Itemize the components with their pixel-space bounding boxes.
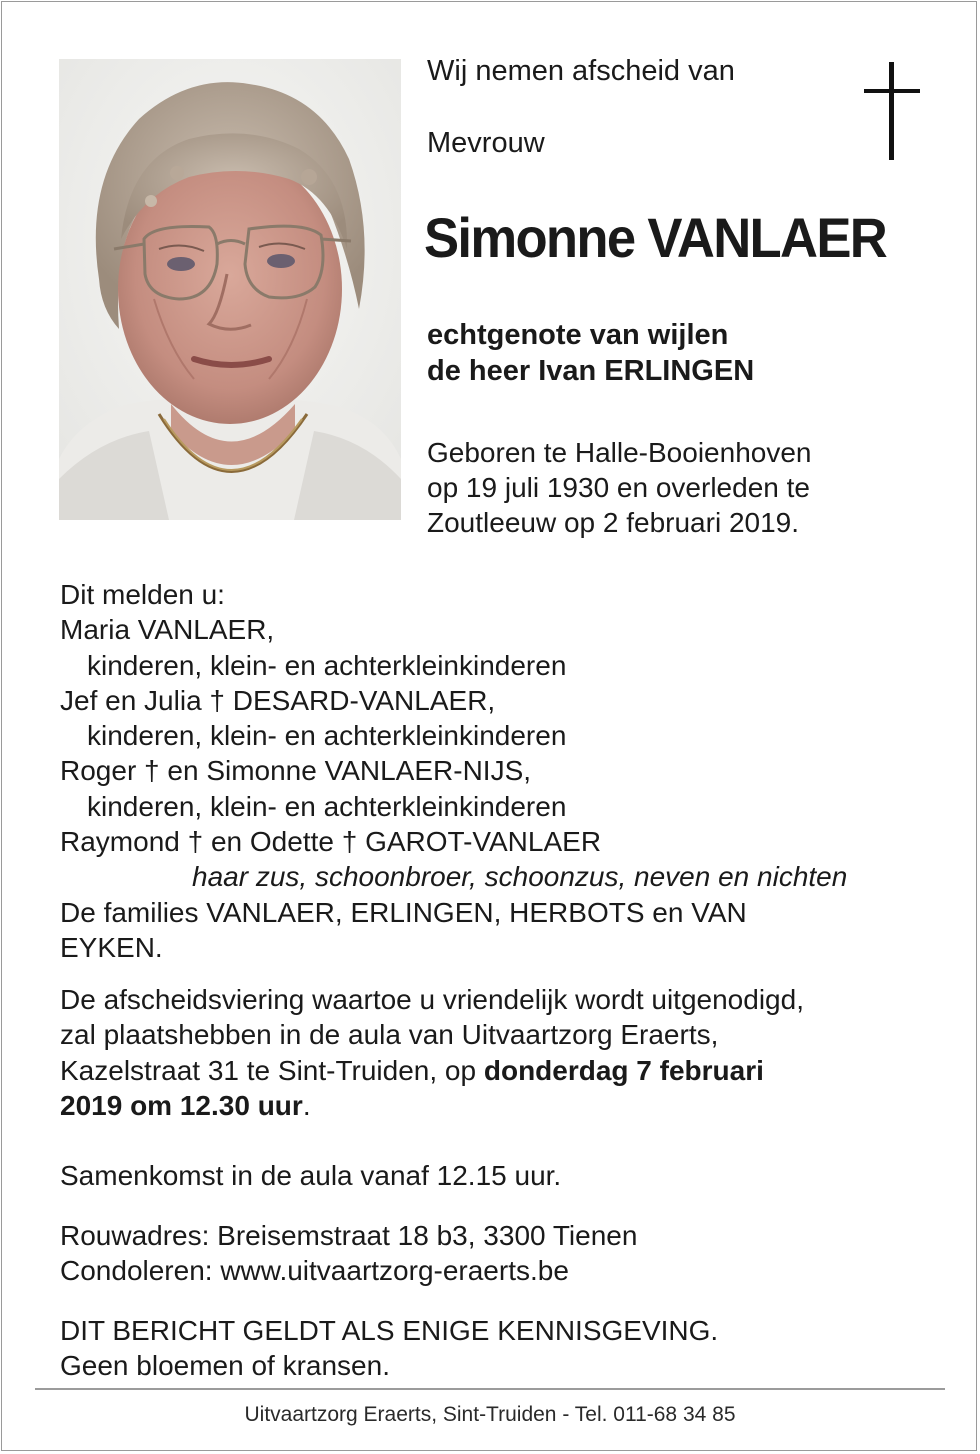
family-line: Roger † en Simonne VANLAER-NIJS, (60, 755, 532, 787)
notice-line: DIT BERICHT GELDT ALS ENIGE KENNISGEVING. (60, 1315, 719, 1346)
ceremony-time: 2019 om 12.30 uur (60, 1089, 303, 1121)
family-line: kinderen, klein- en achterkleinkinderen (87, 649, 567, 681)
portrait-photo (59, 59, 401, 520)
birth-death-block (427, 435, 811, 540)
ceremony-date: donderdag 7 februari (483, 1054, 764, 1086)
spouse-block (427, 317, 754, 389)
ceremony-line: zal plaatshebben in de aula van Uitvaartzorg Eraerts, (60, 1019, 719, 1051)
ceremony-period: . (302, 1089, 311, 1121)
contact-block (60, 1218, 637, 1289)
honorific-title: Mevrouw (427, 127, 545, 159)
families-line: De families VANLAER, ERLINGEN, HERBOTS en VAN (60, 896, 747, 928)
birth-death-line: Zoutleeuw op 2 februari 2019. (427, 507, 800, 538)
family-line: Maria VANLAER, (60, 614, 275, 646)
deceased-name: Simonne VANLAER (424, 206, 887, 269)
families-line: EYKEN. (60, 931, 163, 963)
gathering-info: Samenkomst in de aula vanaf 12.15 uur. (60, 1160, 562, 1191)
ceremony-location: Kazelstraat 31 te Sint-Truiden, op (60, 1054, 484, 1086)
family-line: Jef en Julia † DESARD-VANLAER, (60, 684, 496, 716)
ceremony-line (60, 1088, 804, 1123)
condolence-link[interactable]: Condoleren: www.uitvaartzorg-eraerts.be (60, 1255, 569, 1287)
intro-text: Wij nemen afscheid van (427, 55, 735, 87)
notice-line: Geen bloemen of kransen. (60, 1350, 390, 1382)
family-line: Raymond † en Odette † GAROT-VANLAER (60, 826, 602, 858)
notice-block (60, 1313, 718, 1384)
funeral-home-footer: Uitvaartzorg Eraerts, Sint-Truiden - Tel. 011-68 34 85 (244, 1403, 736, 1426)
birth-death-line: Geboren te Halle-Booienhoven (427, 437, 812, 468)
ceremony-info (60, 982, 804, 1123)
birth-death-line: op 19 juli 1930 en overleden te (427, 472, 810, 503)
cross-icon (864, 62, 920, 160)
spouse-line: de heer Ivan ERLINGEN (427, 355, 755, 387)
ceremony-line (60, 1053, 804, 1088)
relatives-line: haar zus, schoonbroer, schoonzus, neven en nichten (192, 861, 848, 893)
family-line: kinderen, klein- en achterkleinkinderen (87, 720, 567, 752)
family-heading: Dit melden u: (60, 579, 225, 610)
mourning-address: Rouwadres: Breisemstraat 18 b3, 3300 Tienen (60, 1220, 638, 1251)
family-line: kinderen, klein- en achterkleinkinderen (87, 790, 567, 822)
ceremony-line: De afscheidsviering waartoe u vriendelijk wordt uitgenodigd, (60, 984, 804, 1015)
spouse-line: echtgenote van wijlen (427, 319, 729, 351)
footer-divider (35, 1388, 945, 1390)
family-announcement (60, 577, 940, 965)
